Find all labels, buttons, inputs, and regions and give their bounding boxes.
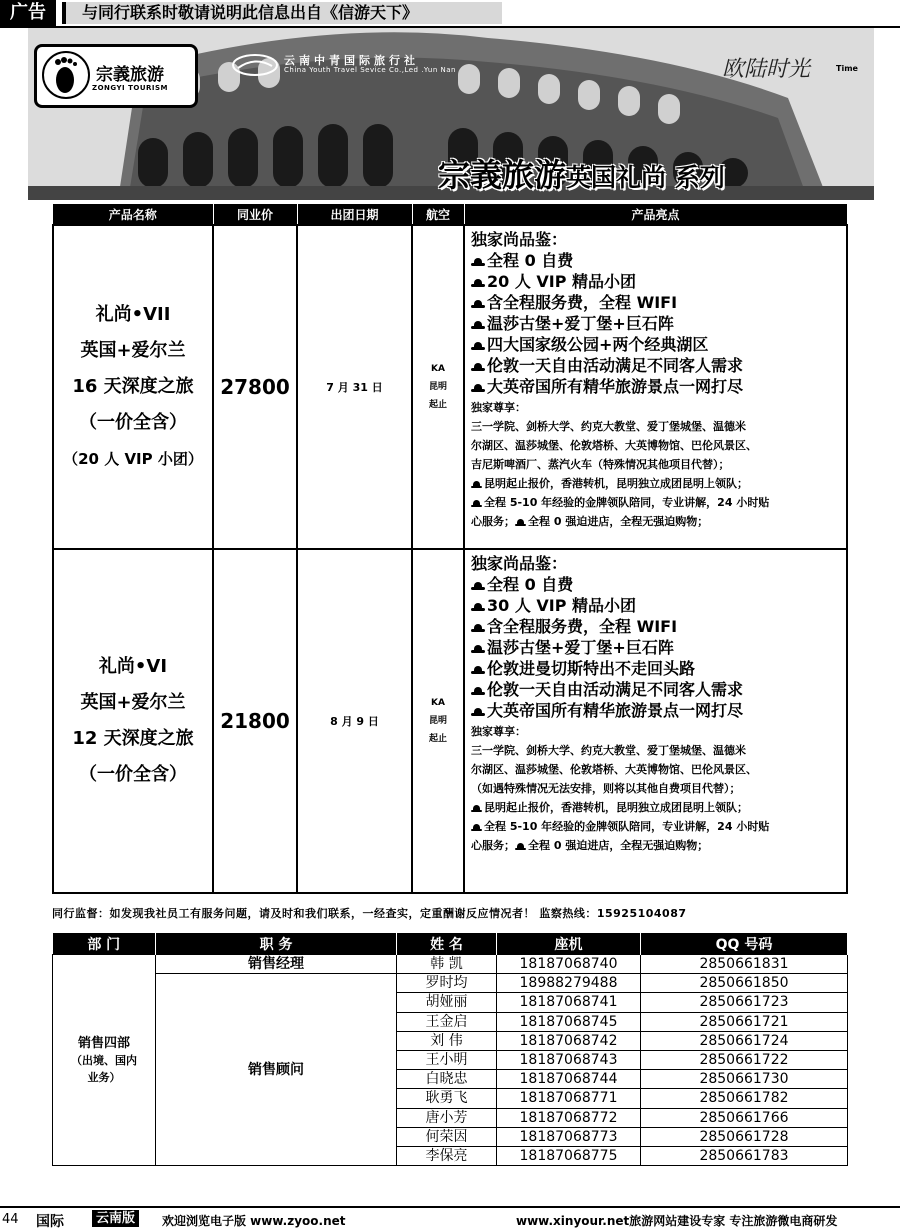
product-name-line: 英国+爱尔兰	[80, 692, 186, 713]
series-title	[438, 150, 725, 194]
staff-name: 王小明	[397, 1050, 497, 1069]
bullet-icon	[471, 341, 485, 350]
exclusive-line: 三一学院、剑桥大学、约克大教堂、爱丁堡城堡、温德米	[471, 744, 746, 757]
staff-row	[53, 955, 848, 974]
product-name-line: （20 人 VIP 小团）	[63, 450, 203, 468]
exclusive-line: 尔湖区、温莎城堡、伦敦塔桥、大英博物馆、巴伦风景区、	[471, 763, 757, 776]
staff-phone: 18187068771	[497, 1089, 641, 1108]
product-highlights	[464, 549, 847, 893]
highlight-item: 含全程服务费，全程 WIFI	[471, 292, 846, 313]
staff-qq: 2850661721	[641, 1012, 848, 1031]
product-airline	[412, 549, 464, 893]
product-name-line: （一价全含）	[79, 412, 187, 433]
note-line: 心服务； 全程 0 强迫进店，全程无强迫购物；	[471, 515, 709, 528]
staff-name: 胡娅丽	[397, 993, 497, 1012]
bullet-icon	[471, 665, 485, 674]
bullet-icon	[471, 644, 485, 653]
bullet-icon	[471, 500, 482, 507]
airline-line: KA	[431, 698, 445, 708]
bullet-icon	[471, 481, 482, 488]
staff-phone: 18187068773	[497, 1127, 641, 1146]
staff-name: 韩 凯	[397, 955, 497, 974]
staff-name: 刘 伟	[397, 1031, 497, 1050]
cyts-emblem-icon	[232, 54, 278, 76]
agency-name-en: China Youth Travel Sevice Co.,Led .Yun Nan	[284, 66, 456, 74]
highlight-item: 全程 0 自费	[471, 574, 846, 595]
department-name: 销售四部	[77, 1035, 130, 1051]
staff-phone: 18187068740	[497, 955, 641, 974]
staff-name: 李保亮	[397, 1146, 497, 1165]
note-line: 全程 5-10 年经验的金牌领队陪同，专业讲解，24 小时贴	[471, 493, 846, 512]
staff-qq: 2850661722	[641, 1050, 848, 1069]
staff-qq: 2850661782	[641, 1089, 848, 1108]
exclusive-line: 吉尼斯啤酒厂、蒸汽火车（特殊情况其他项目代替）；	[471, 458, 730, 471]
staff-name: 白晓忠	[397, 1070, 497, 1089]
header-name: 姓 名	[397, 933, 497, 955]
product-date: 8 月 9 日	[297, 549, 412, 893]
staff-qq: 2850661728	[641, 1127, 848, 1146]
bullet-icon	[471, 362, 485, 371]
airline-line: 起止	[428, 400, 447, 410]
ebook-link[interactable]: 欢迎浏览电子版 www.zyoo.net	[162, 1214, 346, 1228]
product-highlights	[464, 225, 847, 549]
product-airline	[412, 225, 464, 549]
header-airline: 航空	[412, 204, 464, 225]
note-line: 心服务； 全程 0 强迫进店，全程无强迫购物；	[471, 839, 709, 852]
footprint-logo-icon	[41, 50, 91, 100]
highlight-item: 伦敦一天自由活动满足不同客人需求	[471, 679, 846, 700]
bullet-icon	[471, 824, 482, 831]
staff-name: 唐小芳	[397, 1108, 497, 1127]
header-qq: QQ 号码	[641, 933, 848, 955]
product-table	[52, 204, 848, 894]
supervision-notice: 同行监督：如发现我社员工有服务问题，请及时和我们联系，一经查实，定重酬谢反应情况者！ 监察热线：15925104087	[52, 907, 687, 920]
product-name	[53, 225, 213, 549]
staff-phone: 18988279488	[497, 974, 641, 993]
product-name-line: 16 天深度之旅	[72, 376, 194, 397]
highlights-heading: 独家尚品鉴：	[471, 230, 568, 249]
edition-badge: 云南版	[92, 1210, 139, 1227]
note-line: 昆明起止报价，香港转机，昆明独立成团昆明上领队；	[471, 798, 846, 817]
product-row	[53, 225, 847, 549]
staff-name: 罗时均	[397, 974, 497, 993]
product-name	[53, 549, 213, 893]
highlights-heading: 独家尚品鉴：	[471, 554, 568, 573]
bullet-icon	[471, 581, 485, 590]
bullet-icon	[471, 299, 485, 308]
staff-row	[53, 974, 848, 993]
role-consultant: 销售顾问	[156, 974, 397, 1166]
bullet-icon	[471, 257, 485, 266]
logo-subtitle: ZONGYI TOURISM	[92, 84, 168, 92]
highlight-item: 20 人 VIP 精品小团	[471, 271, 846, 292]
header-price: 同业价	[213, 204, 297, 225]
staff-table-header	[53, 933, 848, 955]
staff-name: 何荣因	[397, 1127, 497, 1146]
exclusive-line: 三一学院、剑桥大学、约克大教堂、爱丁堡城堡、温德米	[471, 420, 746, 433]
staff-qq: 2850661723	[641, 993, 848, 1012]
note-line: 全程 5-10 年经验的金牌领队陪同，专业讲解，24 小时贴	[471, 817, 846, 836]
staff-name: 耿勇飞	[397, 1089, 497, 1108]
product-name-line: （一价全含）	[79, 764, 187, 785]
bullet-icon	[515, 519, 526, 526]
product-name-line: 礼尚•VII	[95, 304, 171, 325]
logo-text: 宗義旅游	[96, 65, 164, 85]
product-name-line: 礼尚•VI	[98, 656, 168, 677]
exclusive-heading: 独家尊享：	[471, 725, 526, 738]
ad-badge: 广告	[0, 0, 56, 26]
bullet-icon	[471, 686, 485, 695]
series-brand: 宗義旅游	[438, 156, 567, 194]
page-number: 44	[2, 1212, 19, 1227]
highlight-item: 伦敦进曼切斯特出不走回头路	[471, 658, 846, 679]
series-name: 英国礼尚 系列	[566, 163, 725, 192]
header-highlights: 产品亮点	[464, 204, 847, 225]
staff-phone: 18187068741	[497, 993, 641, 1012]
bullet-icon	[515, 843, 526, 850]
staff-phone: 18187068744	[497, 1070, 641, 1089]
bullet-icon	[471, 602, 485, 611]
staff-qq: 2850661850	[641, 974, 848, 993]
product-date: 7 月 31 日	[297, 225, 412, 549]
staff-phone: 18187068742	[497, 1031, 641, 1050]
exclusive-heading: 独家尊享：	[471, 401, 526, 414]
product-table-header	[53, 204, 847, 225]
airline-line: 起止	[428, 734, 447, 744]
staff-qq: 2850661831	[641, 955, 848, 974]
bullet-icon	[471, 707, 485, 716]
highlight-item: 四大国家级公园+两个经典湖区	[471, 334, 846, 355]
role-manager: 销售经理	[156, 955, 397, 974]
product-price: 21800	[213, 549, 297, 893]
department-note: （出境、国内业务）	[71, 1053, 137, 1084]
top-notice: 与同行联系时敬请说明此信息出自《信游天下》	[62, 2, 502, 24]
product-name-line: 12 天深度之旅	[72, 728, 194, 749]
header-department: 部 门	[53, 933, 156, 955]
airline-line: 昆明	[428, 716, 447, 726]
highlight-item: 大英帝国所有精华旅游景点一网打尽	[471, 376, 846, 397]
exclusive-line: 尔湖区、温莎城堡、伦敦塔桥、大英博物馆、巴伦风景区、	[471, 439, 757, 452]
staff-name: 王金启	[397, 1012, 497, 1031]
staff-phone: 18187068775	[497, 1146, 641, 1165]
bullet-icon	[471, 805, 482, 812]
staff-qq: 2850661730	[641, 1070, 848, 1089]
header-role: 职 务	[156, 933, 397, 955]
highlight-item: 全程 0 自费	[471, 250, 846, 271]
header-date: 出团日期	[297, 204, 412, 225]
brand-time: Time	[836, 64, 858, 73]
highlight-item: 大英帝国所有精华旅游景点一网打尽	[471, 700, 846, 721]
highlight-item: 30 人 VIP 精品小团	[471, 595, 846, 616]
staff-qq: 2850661783	[641, 1146, 848, 1165]
bullet-icon	[471, 623, 485, 632]
header-phone: 座机	[497, 933, 641, 955]
highlight-item: 含全程服务费，全程 WIFI	[471, 616, 846, 637]
brand-script: 欧陆时光	[722, 57, 811, 82]
exclusive-line: （如遇特殊情况无法安排，则将以其他自费项目代替）；	[471, 782, 741, 795]
department-cell	[53, 955, 156, 1166]
staff-table	[52, 933, 848, 1166]
staff-phone: 18187068745	[497, 1012, 641, 1031]
product-name-line: 英国+爱尔兰	[80, 340, 186, 361]
bullet-icon	[471, 383, 485, 392]
staff-phone: 18187068743	[497, 1050, 641, 1069]
bullet-icon	[471, 320, 485, 329]
product-price: 27800	[213, 225, 297, 549]
product-row	[53, 549, 847, 893]
footer-website[interactable]: www.xinyour.net旅游网站建设专家 专注旅游微电商研发	[516, 1214, 838, 1228]
agency-name-cn: 云南中青国际旅行社	[284, 54, 419, 67]
airline-line: 昆明	[428, 382, 447, 392]
highlight-item: 伦敦一天自由活动满足不同客人需求	[471, 355, 846, 376]
note-line: 昆明起止报价，香港转机，昆明独立成团昆明上领队；	[471, 474, 846, 493]
staff-phone: 18187068772	[497, 1108, 641, 1127]
highlight-item: 温莎古堡+爱丁堡+巨石阵	[471, 313, 846, 334]
airline-line: KA	[431, 364, 445, 374]
highlight-item: 温莎古堡+爱丁堡+巨石阵	[471, 637, 846, 658]
header-product-name: 产品名称	[53, 204, 213, 225]
section-label: 国际	[36, 1214, 64, 1230]
bullet-icon	[471, 278, 485, 287]
staff-qq: 2850661724	[641, 1031, 848, 1050]
staff-qq: 2850661766	[641, 1108, 848, 1127]
